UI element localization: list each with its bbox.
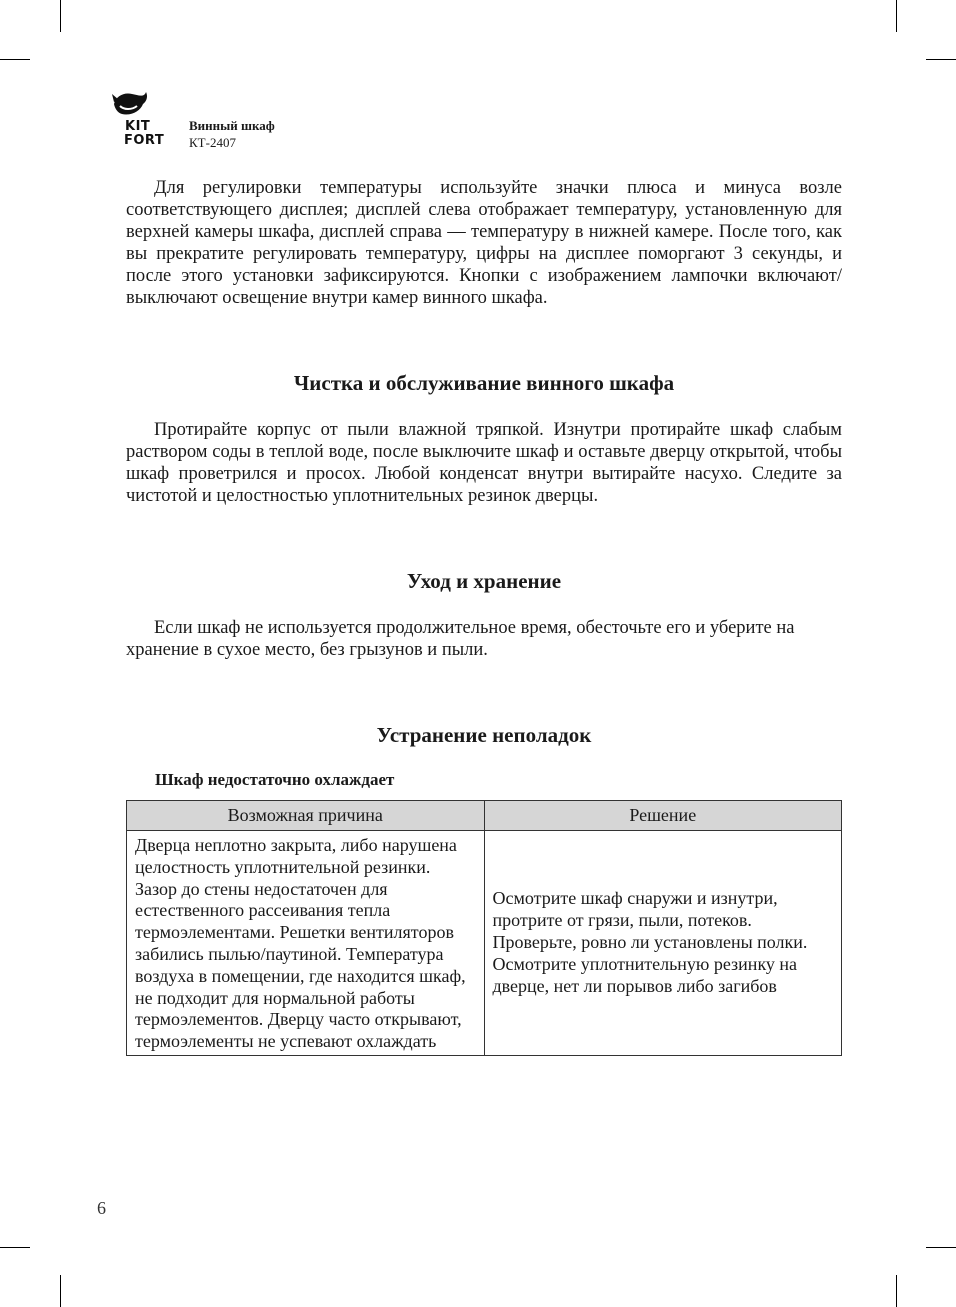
table-row xyxy=(127,831,842,1056)
table-header-row xyxy=(127,801,842,831)
troubleshooting-subtitle: Шкаф недостаточно охлаждает xyxy=(155,770,395,789)
crop-mark xyxy=(896,0,897,32)
brand-name-line2: FORT xyxy=(124,133,165,148)
crop-mark xyxy=(0,1247,30,1248)
section-title-cleaning: Чистка и обслуживание винного шкафа xyxy=(293,371,675,395)
troubleshooting-table xyxy=(126,800,842,1056)
crop-mark xyxy=(896,1275,897,1307)
intro-paragraph: Для регулировки температуры используйте значки плюса и минуса возле соответствующего дисплея; дисплей слева отображает температуру, установленную для верхней камеры шкафа, дисплей справа — температуру в нижней камере. После того, как вы прекратите регулировать температуру, цифры на дисплее поморгают 3 секунды, и после этого установки зафиксируются. Кнопки с изображением лампочки включают/выключают освещение внутри камер винного шкафа. xyxy=(126,178,842,308)
column-header-cause: Возможная причина xyxy=(127,801,485,831)
section-title-troubleshooting: Устранение неполадок xyxy=(376,723,592,747)
section-text-storage: Если шкаф не используется продолжительное время, обесточьте его и уберите на хранение в сухое место, без грызунов и пыли. xyxy=(126,618,795,660)
whale-icon xyxy=(110,88,150,118)
crop-mark xyxy=(926,59,956,60)
column-header-solution: Решение xyxy=(484,801,842,831)
crop-mark xyxy=(60,1275,61,1307)
product-model: КТ-2407 xyxy=(189,135,236,150)
crop-mark xyxy=(926,1247,956,1248)
section-title-storage: Уход и хранение xyxy=(406,569,562,593)
section-text-cleaning: Протирайте корпус от пыли влажной тряпкой. Изнутри протирайте шкаф слабым раствором соды в теплой воде, после выключите шкаф и оставьте дверцу открытой, чтобы шкаф проветрился и просох. Любой конденсат внутри вытирайте насухо. Следите за чистотой и целостностью уплотнительных резинок дверцы. xyxy=(126,420,842,506)
cause-cell: Дверца неплотно закрыта, либо нарушена целостность уплотнительной резинки. Зазор до стены недостаточен для естественного рассеивания тепла термоэлементами. Решетки вентиляторов забились пылью/паутиной. Температура воздуха в помещении, где находится шкаф, не подходит для нормальной работы термоэлементов. Дверцу часто открывают, термоэлементы не успевают охлаждать xyxy=(127,831,485,1056)
crop-mark xyxy=(60,0,61,32)
product-title: Винный шкаф xyxy=(189,118,275,133)
brand-name-line1: KIT xyxy=(125,119,151,134)
solution-cell: Осмотрите шкаф снаружи и изнутри, протрите от грязи, пыли, потеков. Проверьте, ровно ли установлены полки. Осмотрите уплотнительную резинку на дверце, нет ли порывов либо загибов xyxy=(484,831,842,1056)
brand-logo xyxy=(108,88,174,150)
page-number: 6 xyxy=(97,1198,106,1218)
crop-mark xyxy=(0,59,30,60)
